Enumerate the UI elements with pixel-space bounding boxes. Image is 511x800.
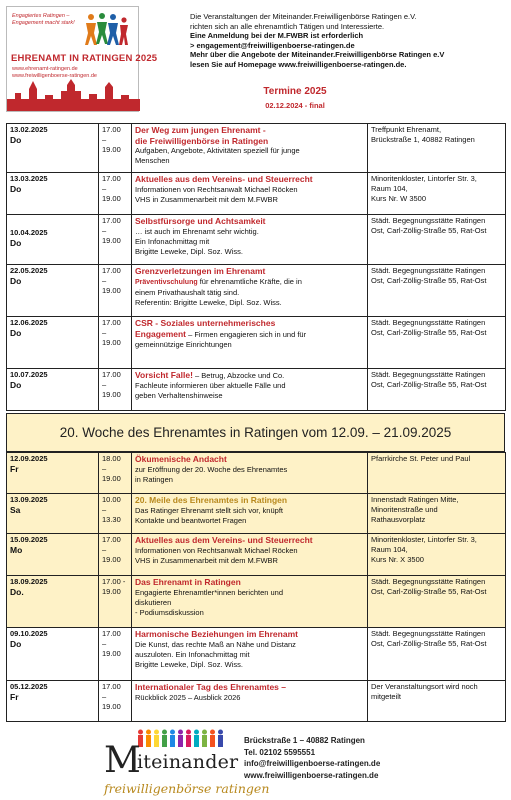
event-time: – — [102, 505, 107, 514]
event-date-cell — [7, 681, 99, 722]
city-skyline-icon — [7, 77, 140, 111]
logo-title: EHRENAMT IN RATINGEN 2025 — [11, 53, 158, 64]
event-time: – — [102, 545, 107, 554]
event-date: 12.09.2025 — [10, 454, 48, 463]
ehrenamt-logo — [6, 6, 158, 112]
table-row — [7, 265, 506, 317]
event-location: Ost, Carl-Zöllig-Straße 55, Rat-Ost — [371, 380, 487, 389]
event-text: Engagierte Ehrenamtler*innen berichten und — [135, 587, 284, 597]
colorful-people-icon — [136, 729, 231, 749]
event-text: Das Ratinger Ehrenamt stellt sich vor, knüpft — [135, 505, 283, 515]
table-row — [7, 534, 506, 576]
event-title-inline: Engagement — [135, 328, 187, 339]
event-time: 17.00 — [102, 535, 121, 544]
intro-line-1: Die Veranstaltungen der Miteinander.Freiwilligenbörse Ratingen e.V. — [190, 12, 417, 21]
table-row — [7, 494, 506, 534]
event-description-cell — [132, 494, 368, 534]
event-text: zur Eröffnung der 20. Woche des Ehrenamtes — [135, 464, 288, 474]
event-time: 13.30 — [102, 515, 121, 524]
ehrenamt-week-banner: 20. Woche des Ehrenamtes in Ratingen vom 12.09. – 21.09.2025 — [6, 413, 505, 452]
event-description-cell — [132, 681, 368, 722]
event-location-cell — [368, 173, 506, 215]
event-location: Ost, Carl-Zöllig-Straße 55, Rat-Ost — [371, 639, 487, 648]
intro-homepage[interactable]: lesen Sie auf Homepage www.freiwilligenboerse-ratingen.de. — [190, 59, 407, 69]
event-date: 18.09.2025 — [10, 577, 48, 586]
event-title: Internationaler Tag des Ehrenamtes – — [135, 682, 286, 692]
event-location-cell — [368, 124, 506, 173]
events-table-first-half — [6, 123, 506, 411]
event-time: 17.00 — [102, 266, 121, 275]
event-day: Mo — [10, 545, 23, 555]
miteinander-logo-m: M — [104, 740, 141, 781]
event-location: Städt. Begegnungsstätte Ratingen — [371, 318, 486, 327]
footer-address: Brückstraße 1 – 40882 Ratingen — [244, 736, 365, 745]
event-time: 18.00 — [102, 454, 121, 463]
event-time: 17.00 — [102, 629, 121, 638]
event-time: 17.00 — [102, 370, 121, 379]
event-day: Do — [10, 380, 22, 390]
event-description-cell — [132, 453, 368, 494]
event-day: Fr — [10, 692, 19, 702]
intro-email[interactable]: > engagement@freiwilligenboerse-ratingen.de — [190, 40, 355, 50]
event-date: 10.04.2025 — [10, 228, 48, 237]
event-description-cell — [132, 215, 368, 265]
table-row — [7, 453, 506, 494]
event-title: die Freiwilligenbörse in Ratingen — [135, 135, 269, 146]
event-time: 17.00 — [102, 125, 121, 134]
event-location: Minoritenstraße und — [371, 505, 438, 514]
event-location: Kurs Nr. X 3500 — [371, 555, 424, 564]
event-location: Kurs Nr. W 3500 — [371, 194, 427, 203]
event-text — [135, 329, 364, 340]
event-time-cell — [99, 317, 132, 369]
logo-tagline-2: Engagement macht stark! — [12, 20, 75, 26]
event-text-part: – Betrug, Abzocke und Co. — [192, 371, 285, 380]
event-time: 19.00 — [102, 702, 121, 711]
event-location: Raum 104, — [371, 184, 408, 193]
event-text: VHS in Zusammenarbeit mit dem M.FWBR — [135, 194, 278, 204]
event-text: diskutieren — [135, 597, 172, 607]
intro-text — [190, 12, 505, 70]
event-date: 22.05.2025 — [10, 266, 48, 275]
event-time: 17.00 — [102, 174, 121, 183]
event-date-cell — [7, 265, 99, 317]
event-location: Ost, Carl-Zöllig-Straße 55, Rat-Ost — [371, 587, 487, 596]
table-row — [7, 369, 506, 411]
footer-email[interactable]: info@freiwilligenboerse-ratingen.de — [244, 759, 381, 768]
table-row — [7, 317, 506, 369]
event-text: auszuloten. Ein Infonachmittag mit — [135, 649, 250, 659]
table-row — [7, 628, 506, 681]
event-day: Do — [10, 276, 22, 286]
event-location: Brückstraße 1, 40882 Ratingen — [371, 135, 475, 144]
logo-tagline-1: Engagiertes Ratingen – — [12, 13, 70, 19]
event-text-part: – Firmen engagieren sich in und für — [186, 329, 307, 339]
event-location: Städt. Begegnungsstätte Ratingen — [371, 370, 486, 379]
event-location: Rathausvorplatz — [371, 515, 426, 524]
event-title: CSR - Soziales unternehmerisches — [135, 318, 276, 328]
event-text: … ist auch im Ehrenamt sehr wichtig. — [135, 226, 259, 236]
events-table-second-half — [6, 452, 506, 722]
logo-tagline — [12, 13, 82, 27]
event-date: 13.03.2025 — [10, 174, 48, 183]
event-title: Das Ehrenamt in Ratingen — [135, 577, 241, 587]
event-title: Aktuelles aus dem Vereins- und Steuerrecht — [135, 174, 313, 184]
event-location-cell — [368, 628, 506, 681]
event-text: Fachleute informieren über aktuelle Fälle und — [135, 381, 286, 390]
event-text: in Ratingen — [135, 474, 173, 484]
event-time-cell — [99, 681, 132, 722]
event-location-cell — [368, 317, 506, 369]
event-location: Innenstadt Ratingen Mitte, — [371, 495, 459, 504]
event-time-cell — [99, 215, 132, 265]
event-text: Brigitte Leweke, Dipl. Soz. Wiss. — [135, 246, 243, 256]
event-text: gemeinnützige Einrichtungen — [135, 339, 232, 349]
event-text: geben Verhaltenshinweise — [135, 391, 223, 400]
event-date: 13.09.2025 — [10, 495, 48, 504]
event-location-cell — [368, 265, 506, 317]
page-date: 02.12.2024 - final — [265, 101, 325, 110]
event-location: Ost, Carl-Zöllig-Straße 55, Rat-Ost — [371, 226, 487, 235]
event-title-inline: Vorsicht Falle! — [135, 370, 193, 380]
event-text: Informationen von Rechtsanwalt Michael Röcken — [135, 545, 298, 555]
event-time: 19.00 — [102, 194, 121, 203]
event-text: Referentin: Brigitte Leweke, Dipl. Soz. Wiss. — [135, 297, 282, 307]
event-text — [135, 370, 364, 381]
event-text-part: für ehrenamtliche Kräfte, die in — [197, 276, 302, 286]
event-time: 19.00 — [102, 390, 121, 399]
event-time: – — [102, 464, 107, 473]
event-text: Rückblick 2025 – Ausblick 2026 — [135, 692, 241, 702]
event-time: 17.00 - — [102, 577, 126, 586]
event-title: Ökumenische Andacht — [135, 454, 227, 464]
event-location-cell — [368, 534, 506, 576]
event-location: Minoritenkloster, Lintorfer Str. 3, — [371, 174, 477, 183]
event-date: 12.06.2025 — [10, 318, 48, 327]
event-time: 17.00 — [102, 682, 121, 691]
event-time-cell — [99, 173, 132, 215]
event-date-cell — [7, 369, 99, 411]
event-location: Raum 104, — [371, 545, 408, 554]
event-title: 20. Meile des Ehrenamtes in Ratingen — [135, 495, 288, 505]
event-text: Brigitte Leweke, Dipl. Soz. Wiss. — [135, 659, 243, 669]
event-time-cell — [99, 494, 132, 534]
event-text: - Podiumsdiskussion — [135, 607, 204, 617]
event-time: 19.00 — [102, 338, 121, 347]
event-text — [135, 277, 364, 288]
event-description-cell — [132, 124, 368, 173]
event-location: Pfarrkirche St. Peter und Paul — [371, 454, 471, 463]
event-description-cell — [132, 534, 368, 576]
event-location-cell — [368, 369, 506, 411]
miteinander-logo-subtitle: freiwilligenbörse ratingen — [104, 781, 270, 796]
event-time: 17.00 — [102, 216, 121, 225]
table-row — [7, 681, 506, 722]
event-time: 19.00 — [102, 286, 121, 295]
event-time-cell — [99, 265, 132, 317]
event-date-cell — [7, 534, 99, 576]
event-day: Do. — [10, 587, 24, 597]
event-text: VHS in Zusammenarbeit mit dem M.FWBR — [135, 555, 278, 565]
event-date-cell — [7, 173, 99, 215]
event-time-cell — [99, 124, 132, 173]
event-day: Do — [10, 238, 22, 248]
event-time: – — [102, 692, 107, 701]
event-location-cell — [368, 453, 506, 494]
event-description-cell — [132, 628, 368, 681]
event-time: – — [102, 328, 107, 337]
event-location: Treffpunkt Ehrenamt, — [371, 125, 442, 134]
event-title: Aktuelles aus dem Vereins- und Steuerrecht — [135, 535, 313, 545]
event-time: – — [102, 380, 107, 389]
event-time-cell — [99, 628, 132, 681]
table-row — [7, 215, 506, 265]
event-time: – — [102, 226, 107, 235]
intro-line-5: Mehr über die Angebote der Miteinander.Freiwilligenbörse Ratingen e.V — [190, 50, 445, 60]
event-day: Fr — [10, 464, 19, 474]
event-date: 10.07.2025 — [10, 370, 48, 379]
event-day: Sa — [10, 505, 21, 515]
event-text: Aufgaben, Angebote, Aktivitäten speziell für junge — [135, 146, 300, 155]
event-location: Minoritenkloster, Lintorfer Str. 3, — [371, 535, 477, 544]
footer-website[interactable]: www.freiwilligenboerse-ratingen.de — [244, 770, 379, 780]
logo-url-2: www.freiwilligenboerse-ratingen.de — [12, 73, 97, 79]
event-text: einem Privathaushalt tätig sind. — [135, 287, 240, 297]
event-time: 17.00 — [102, 318, 121, 327]
event-time-cell — [99, 576, 132, 628]
event-time: – — [102, 184, 107, 193]
logo-url-1: www.ehrenamt-ratingen.de — [12, 66, 78, 72]
event-highlight: Präventivschulung — [135, 278, 198, 286]
event-date-cell — [7, 453, 99, 494]
event-title: Grenzverletzungen im Ehrenamt — [135, 266, 266, 276]
people-figures-icon — [82, 11, 130, 49]
event-time: – — [102, 276, 107, 285]
event-text: Ein Infonachmittag mit — [135, 236, 210, 246]
event-date-cell — [7, 628, 99, 681]
event-text: Informationen von Rechtsanwalt Michael Röcken — [135, 184, 298, 194]
event-location-cell — [368, 576, 506, 628]
event-time-cell — [99, 369, 132, 411]
event-time: – — [102, 639, 107, 648]
event-time: 19.00 — [102, 555, 121, 564]
event-location: Städt. Begegnungsstätte Ratingen — [371, 577, 486, 586]
event-time: 19.00 — [102, 587, 121, 596]
event-location: Städt. Begegnungsstätte Ratingen — [371, 266, 486, 275]
event-date: 09.10.2025 — [10, 629, 48, 638]
intro-line-3: Eine Anmeldung bei der M.FWBR ist erforderlich — [190, 31, 364, 41]
event-time: 19.00 — [102, 236, 121, 245]
intro-line-2: richten sich an alle ehrenamtlich Tätigen und Interessierte. — [190, 21, 385, 31]
event-day: Do — [10, 328, 22, 338]
table-row — [7, 173, 506, 215]
event-title: Selbstfürsorge und Achtsamkeit — [135, 216, 266, 226]
event-description-cell — [132, 576, 368, 628]
footer-contact — [244, 735, 380, 781]
event-title: Der Weg zum jungen Ehrenamt - — [135, 125, 266, 135]
event-description-cell — [132, 265, 368, 317]
event-date-cell — [7, 124, 99, 173]
event-location-cell — [368, 215, 506, 265]
event-title: Harmonische Beziehungen im Ehrenamt — [135, 629, 298, 639]
event-time-cell — [99, 534, 132, 576]
event-description-cell — [132, 317, 368, 369]
event-time: 19.00 — [102, 145, 121, 154]
event-time-cell — [99, 453, 132, 494]
event-text: Kontakte und beantwortet Fragen — [135, 515, 247, 525]
footer-phone[interactable]: Tel. 02102 5595551 — [244, 747, 316, 757]
event-location: Städt. Begegnungsstätte Ratingen — [371, 629, 486, 638]
event-date: 05.12.2025 — [10, 682, 48, 691]
event-location-cell — [368, 494, 506, 534]
event-location: Städt. Begegnungsstätte Ratingen — [371, 216, 486, 225]
event-day: Do — [10, 184, 22, 194]
event-description-cell — [132, 369, 368, 411]
event-location-cell — [368, 681, 506, 722]
event-date: 13.02.2025 — [10, 125, 48, 134]
table-row — [7, 576, 506, 628]
event-location: Ost, Carl-Zöllig-Straße 55, Rat-Ost — [371, 328, 487, 337]
event-location: Der Veranstaltungsort wird noch — [371, 682, 478, 691]
miteinander-logo-text: iteinander — [137, 751, 239, 773]
event-time: – — [102, 135, 107, 144]
event-text: Menschen — [135, 156, 170, 165]
event-date-cell — [7, 317, 99, 369]
page-title: Termine 2025 — [263, 86, 327, 97]
event-time: 10.00 — [102, 495, 121, 504]
event-time: 19.00 — [102, 649, 121, 658]
event-date: 15.09.2025 — [10, 535, 48, 544]
event-time: 19.00 — [102, 474, 121, 483]
event-date-cell — [7, 215, 99, 265]
event-text: Die Kunst, das rechte Maß an Nähe und Distanz — [135, 639, 296, 649]
event-description-cell — [132, 173, 368, 215]
event-day: Do — [10, 135, 22, 145]
event-location: Ost, Carl-Zöllig-Straße 55, Rat-Ost — [371, 276, 487, 285]
event-date-cell — [7, 576, 99, 628]
event-location: mitgeteilt — [371, 692, 402, 701]
event-date-cell — [7, 494, 99, 534]
table-row — [7, 124, 506, 173]
event-day: Do — [10, 639, 22, 649]
